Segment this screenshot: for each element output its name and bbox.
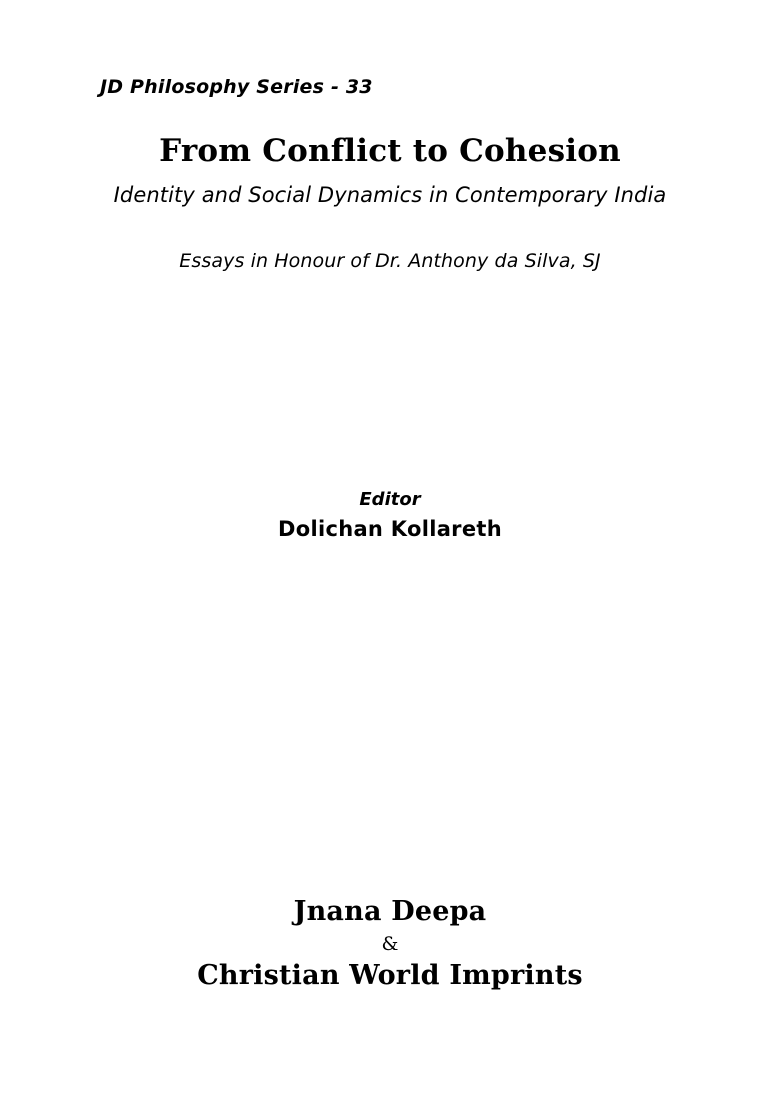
publisher-conjunction: & <box>381 933 399 955</box>
editor-name: Dolichan Kollareth <box>278 517 502 541</box>
editor-block <box>0 489 780 541</box>
page-title: From Conflict to Cohesion <box>159 133 621 169</box>
editor-role-label: Editor <box>359 489 421 510</box>
publisher-block <box>0 896 780 991</box>
publisher-secondary-name: Christian World Imprints <box>197 960 583 991</box>
series-label: JD Philosophy Series - 33 <box>100 76 373 98</box>
publisher-primary-name: Jnana Deepa <box>293 896 487 927</box>
festschrift-line: Essays in Honour of Dr. Anthony da Silva, SJ <box>179 249 601 272</box>
page-subtitle: Identity and Social Dynamics in Contemporary India <box>113 182 667 207</box>
title-block <box>0 134 780 272</box>
